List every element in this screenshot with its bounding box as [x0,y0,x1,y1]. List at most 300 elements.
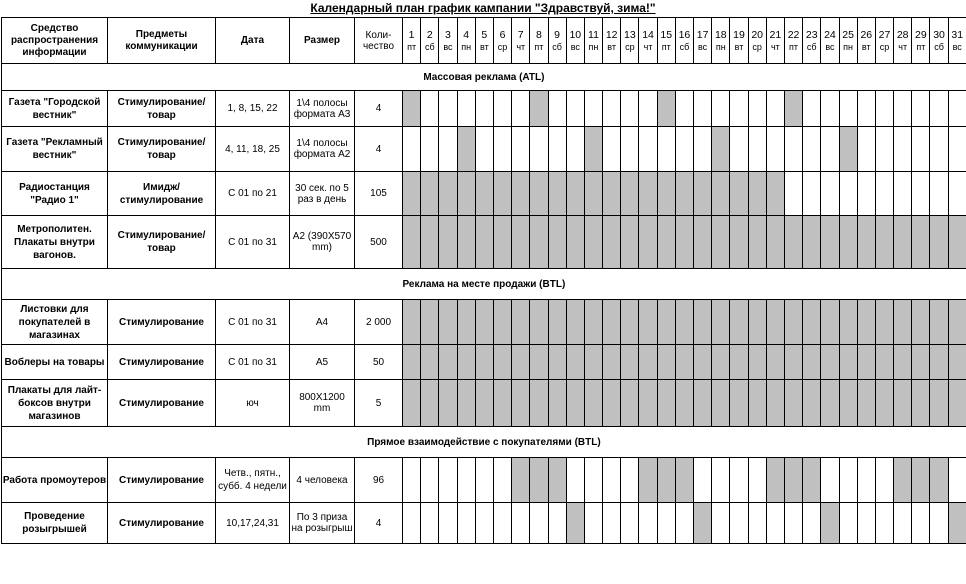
schedule-cell-active [475,172,493,216]
day-header-26 [857,18,875,64]
day-header-8 [530,18,548,64]
schedule-cell [530,127,548,172]
header-size: Размер [290,18,355,64]
schedule-cell-active [548,300,566,345]
schedule-cell-active [839,216,857,269]
schedule-cell-active [803,380,821,427]
schedule-cell-active [930,300,948,345]
schedule-cell-active [912,380,930,427]
day-header-22 [784,18,802,64]
day-header-17 [694,18,712,64]
schedule-cell-active [694,300,712,345]
schedule-cell-active [912,300,930,345]
schedule-cell-active [457,300,475,345]
day-number: 4 [463,28,470,41]
schedule-cell-active [912,216,930,269]
schedule-cell [857,458,875,503]
size-cell: 30 сек. по 5 раз в день [290,172,355,216]
day-weekday: чт [516,41,526,52]
day-weekday: пн [843,41,854,52]
schedule-cell [439,503,457,544]
schedule-cell-active [803,458,821,503]
subject-cell: Имидж/ стимулирование [108,172,216,216]
schedule-cell-active [457,172,475,216]
day-header-6 [493,18,511,64]
schedule-cell [584,503,602,544]
schedule-cell-active [766,380,784,427]
schedule-cell-active [548,216,566,269]
schedule-cell [948,172,966,216]
schedule-cell [403,458,421,503]
schedule-cell [566,458,584,503]
table-row [2,91,966,127]
schedule-cell [493,91,511,127]
schedule-cell-active [748,345,766,380]
day-weekday: вс [698,41,708,52]
schedule-cell [657,127,675,172]
schedule-cell [894,91,912,127]
day-weekday: пт [916,41,926,52]
schedule-cell-active [766,345,784,380]
day-number: 10 [569,28,582,41]
schedule-cell-active [475,216,493,269]
day-number: 18 [714,28,727,41]
schedule-cell [821,127,839,172]
schedule-cell-active [512,300,530,345]
schedule-cell [566,91,584,127]
schedule-cell [766,127,784,172]
schedule-cell-active [875,380,893,427]
day-weekday: ср [625,41,635,52]
schedule-cell-active [730,380,748,427]
subject-cell: Стимулирование [108,345,216,380]
schedule-cell [603,127,621,172]
subject-cell: Стимулирование [108,300,216,345]
schedule-cell-active [530,172,548,216]
schedule-cell-active [493,380,511,427]
day-number: 1 [408,28,415,41]
schedule-cell-active [639,380,657,427]
schedule-cell [403,503,421,544]
schedule-cell-active [784,91,802,127]
schedule-cell [875,91,893,127]
schedule-cell-active [948,503,966,544]
day-header-3 [439,18,457,64]
schedule-cell-active [694,380,712,427]
page-title-text: Календарный план график кампании "Здравствуй, зима!" [310,1,656,15]
schedule-cell [803,503,821,544]
schedule-cell [639,503,657,544]
schedule-cell [475,503,493,544]
schedule-cell-active [784,380,802,427]
section-title: Массовая реклама (ATL) [2,64,966,91]
schedule-cell-active [421,300,439,345]
schedule-cell [912,127,930,172]
schedule-cell-active [803,216,821,269]
schedule-cell-active [894,216,912,269]
day-weekday: сб [934,41,944,52]
day-weekday: пт [407,41,417,52]
size-cell: По 3 приза на розыгрыш [290,503,355,544]
schedule-cell-active [821,216,839,269]
schedule-cell-active [675,380,693,427]
day-header-20 [748,18,766,64]
schedule-cell-active [930,216,948,269]
schedule-cell-active [475,300,493,345]
schedule-cell-active [421,380,439,427]
schedule-cell [839,458,857,503]
schedule-cell-active [839,380,857,427]
media-cell: Воблеры на товары [2,345,108,380]
date-cell: Четв., пятн., субб. 4 недели [216,458,290,503]
day-weekday: пн [588,41,599,52]
schedule-cell [803,127,821,172]
schedule-cell-active [894,380,912,427]
section-row [2,269,966,300]
size-cell: А5 [290,345,355,380]
schedule-cell [730,458,748,503]
schedule-cell-active [548,345,566,380]
schedule-cell-active [493,216,511,269]
schedule-cell-active [930,345,948,380]
day-header-21 [766,18,784,64]
schedule-cell-active [948,216,966,269]
schedule-cell [930,127,948,172]
schedule-cell [712,458,730,503]
schedule-cell-active [894,345,912,380]
day-header-27 [875,18,893,64]
schedule-cell-active [694,345,712,380]
schedule-cell-active [603,345,621,380]
day-number: 31 [951,28,964,41]
schedule-cell-active [748,216,766,269]
schedule-cell [548,91,566,127]
day-number: 16 [678,28,691,41]
schedule-cell [875,127,893,172]
day-header-19 [730,18,748,64]
day-number: 5 [481,28,488,41]
media-cell: Проведение розыгрышей [2,503,108,544]
schedule-cell [930,91,948,127]
schedule-cell [730,503,748,544]
day-number: 20 [751,28,763,41]
schedule-cell-active [948,380,966,427]
schedule-cell [857,91,875,127]
table-row [2,345,966,380]
day-number: 30 [933,28,945,41]
schedule-cell [712,503,730,544]
schedule-cell [748,458,766,503]
day-number: 12 [605,28,618,41]
date-cell: С 01 по 31 [216,345,290,380]
day-weekday: вт [607,41,617,52]
schedule-cell [421,458,439,503]
header-date: Дата [216,18,290,64]
schedule-cell-active [621,300,639,345]
media-cell: Работа промоутеров [2,458,108,503]
schedule-cell-active [748,380,766,427]
schedule-cell [566,127,584,172]
day-number: 24 [824,28,836,41]
schedule-cell-active [403,345,421,380]
schedule-cell-active [675,172,693,216]
day-number: 15 [660,28,673,41]
campaign-plan-table [1,17,966,544]
schedule-cell-active [639,216,657,269]
schedule-cell-active [675,458,693,503]
day-number: 19 [733,28,745,41]
schedule-cell-active [566,503,584,544]
section-row [2,427,966,458]
schedule-cell [548,127,566,172]
schedule-cell-active [839,345,857,380]
schedule-cell-active [512,345,530,380]
schedule-cell-active [857,300,875,345]
schedule-cell [421,127,439,172]
schedule-cell-active [657,91,675,127]
day-header-11 [584,18,602,64]
schedule-cell [948,91,966,127]
day-header-30 [930,18,948,64]
day-weekday: пн [461,41,472,52]
schedule-cell [621,458,639,503]
schedule-cell [821,91,839,127]
day-header-31 [948,18,966,64]
schedule-cell [530,503,548,544]
section-title: Прямое взаимодействие с покупателями (BTL) [2,427,966,458]
day-weekday: чт [643,41,653,52]
schedule-cell-active [912,345,930,380]
schedule-cell-active [621,216,639,269]
schedule-cell-active [457,127,475,172]
schedule-cell [821,172,839,216]
schedule-cell [784,127,802,172]
schedule-cell [457,458,475,503]
day-weekday: ср [752,41,762,52]
media-cell: Радиостанция "Радио 1" [2,172,108,216]
schedule-cell-active [439,300,457,345]
day-weekday: вс [825,41,835,52]
day-number: 3 [445,28,451,41]
day-header-29 [912,18,930,64]
schedule-cell-active [657,345,675,380]
schedule-cell [621,127,639,172]
schedule-cell-active [639,458,657,503]
day-header-14 [639,18,657,64]
schedule-cell-active [457,216,475,269]
schedule-cell-active [512,458,530,503]
schedule-cell [493,503,511,544]
schedule-cell-active [439,172,457,216]
day-weekday: вс [443,41,453,52]
schedule-cell-active [548,380,566,427]
schedule-cell-active [548,458,566,503]
day-weekday: ср [497,41,508,52]
schedule-cell-active [439,380,457,427]
schedule-cell-active [403,216,421,269]
schedule-cell [912,172,930,216]
schedule-cell-active [566,172,584,216]
table-row [2,458,966,503]
schedule-cell-active [766,458,784,503]
schedule-cell [548,503,566,544]
day-header-24 [821,18,839,64]
table-row [2,127,966,172]
schedule-cell-active [584,172,602,216]
day-number: 22 [787,28,800,41]
schedule-cell [584,458,602,503]
day-number: 13 [624,28,636,41]
day-number: 6 [499,28,506,41]
schedule-cell-active [621,345,639,380]
schedule-cell-active [403,300,421,345]
subject-cell: Стимулирование [108,380,216,427]
schedule-cell-active [639,300,657,345]
schedule-cell-active [475,345,493,380]
day-weekday: пн [715,41,726,52]
schedule-cell-active [694,503,712,544]
schedule-cell-active [603,380,621,427]
schedule-cell-active [603,172,621,216]
schedule-cell-active [784,345,802,380]
date-cell: С 01 по 31 [216,216,290,269]
schedule-cell [475,91,493,127]
size-cell: 1\4 полосы формата А3 [290,91,355,127]
schedule-cell-active [530,345,548,380]
schedule-cell-active [566,216,584,269]
media-cell: Газета "Городской вестник" [2,91,108,127]
schedule-cell [457,503,475,544]
day-weekday: пт [661,41,671,52]
day-header-10 [566,18,584,64]
schedule-cell-active [457,380,475,427]
day-header-25 [839,18,857,64]
table-row [2,216,966,269]
subject-cell: Стимулирование [108,458,216,503]
date-cell: 4, 11, 18, 25 [216,127,290,172]
day-weekday: пт [534,41,544,52]
schedule-cell-active [894,300,912,345]
schedule-cell [512,127,530,172]
day-header-7 [512,18,530,64]
day-header-15 [657,18,675,64]
schedule-cell-active [421,216,439,269]
schedule-cell-active [857,216,875,269]
day-number: 7 [517,28,524,41]
day-header-5 [475,18,493,64]
table-row [2,172,966,216]
section-title: Реклама на месте продажи (BTL) [2,269,966,300]
day-weekday: сб [679,41,690,52]
quantity-cell: 5 [355,380,403,427]
schedule-cell [748,127,766,172]
day-number: 25 [842,28,854,41]
schedule-cell [748,91,766,127]
size-cell: 800Х1200 mm [290,380,355,427]
header-row [2,18,966,64]
day-number: 29 [915,28,927,41]
schedule-cell-active [803,300,821,345]
schedule-cell [493,458,511,503]
date-cell: С 01 по 31 [216,300,290,345]
day-header-13 [621,18,639,64]
schedule-cell-active [566,345,584,380]
schedule-cell [857,172,875,216]
quantity-cell: 2 000 [355,300,403,345]
day-weekday: вс [570,41,580,52]
schedule-cell-active [439,345,457,380]
day-weekday: чт [898,41,908,52]
schedule-cell [839,172,857,216]
quantity-cell: 50 [355,345,403,380]
schedule-cell-active [530,458,548,503]
schedule-cell-active [712,127,730,172]
schedule-cell [421,503,439,544]
schedule-cell [439,127,457,172]
schedule-cell [784,172,802,216]
schedule-cell-active [548,172,566,216]
schedule-cell [766,503,784,544]
schedule-cell-active [403,91,421,127]
header-media: Средство распространения информации [2,18,108,64]
schedule-cell [493,127,511,172]
schedule-cell-active [421,345,439,380]
schedule-cell-active [493,300,511,345]
schedule-cell [912,503,930,544]
schedule-cell-active [457,345,475,380]
page-title [0,0,966,16]
media-cell: Газета "Рекламный вестник" [2,127,108,172]
schedule-cell [875,503,893,544]
subject-cell: Стимулирование [108,503,216,544]
day-number: 11 [588,28,599,41]
day-weekday: сб [424,41,435,52]
schedule-cell [839,91,857,127]
day-header-2 [421,18,439,64]
day-header-12 [603,18,621,64]
schedule-cell [639,91,657,127]
schedule-cell-active [730,345,748,380]
subject-cell: Стимулирование/ товар [108,216,216,269]
header-subject: Предметы коммуникации [108,18,216,64]
schedule-cell-active [530,216,548,269]
schedule-cell-active [675,300,693,345]
schedule-cell-active [948,300,966,345]
schedule-cell [603,91,621,127]
schedule-cell [603,458,621,503]
schedule-cell-active [493,345,511,380]
schedule-cell-active [675,345,693,380]
schedule-cell-active [821,503,839,544]
schedule-cell [475,458,493,503]
schedule-cell-active [584,380,602,427]
day-weekday: чт [770,41,780,52]
schedule-cell [784,503,802,544]
schedule-cell-active [748,172,766,216]
schedule-cell [748,503,766,544]
schedule-cell-active [784,300,802,345]
schedule-cell-active [512,172,530,216]
schedule-cell [421,91,439,127]
schedule-cell-active [875,300,893,345]
schedule-cell-active [948,345,966,380]
schedule-cell [912,91,930,127]
quantity-cell: 500 [355,216,403,269]
schedule-cell [512,91,530,127]
schedule-cell-active [766,300,784,345]
size-cell: 4 человека [290,458,355,503]
schedule-cell [730,127,748,172]
